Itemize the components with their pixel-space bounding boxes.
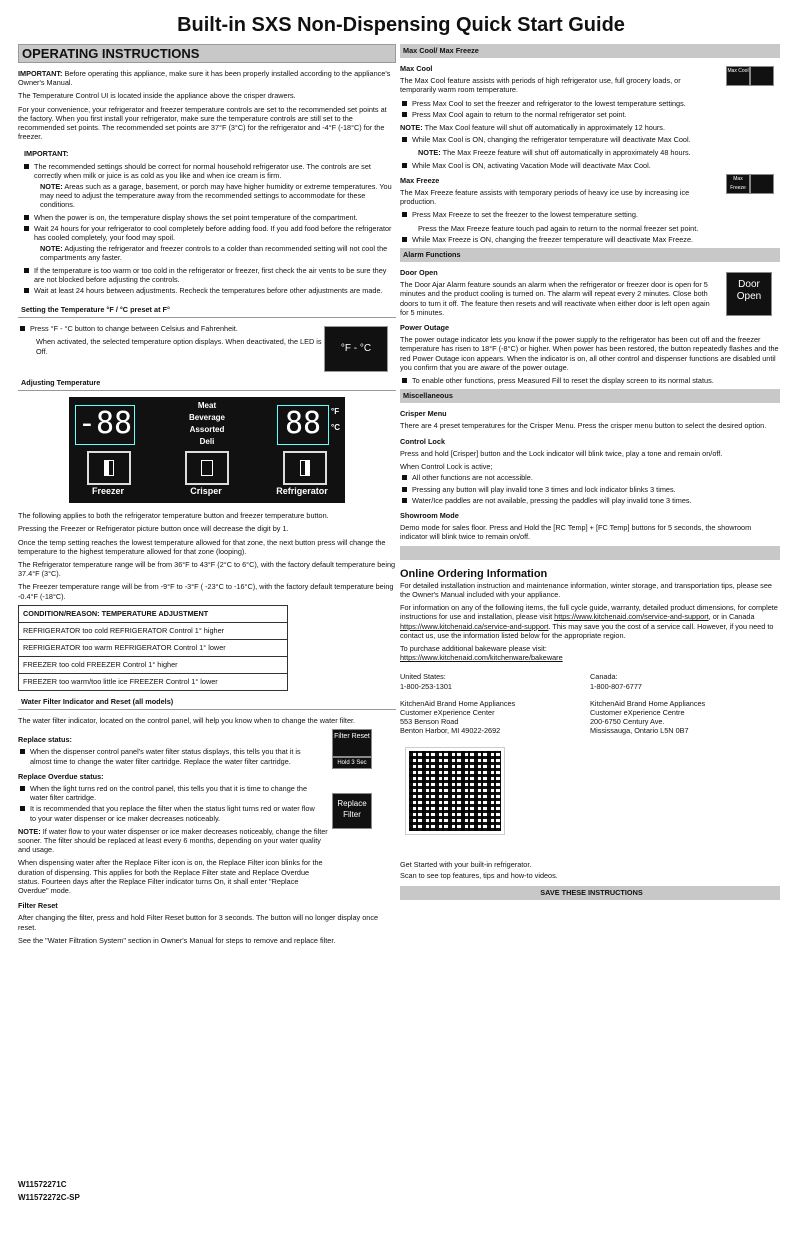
crisper-button[interactable] [185, 451, 229, 485]
list-item: Water/Ice paddles are not available, pressing the paddles will play invalid tone 3 times. [400, 496, 780, 505]
kitchenaid-ca-link[interactable]: https://www.kitchenaid.ca/service-and-support [400, 621, 549, 631]
freezer-display: -88 [75, 405, 135, 445]
refrigerator-label: Refrigerator [276, 486, 328, 497]
max-cool-button[interactable]: Max Cool [726, 66, 750, 86]
operating-instructions-header: OPERATING INSTRUCTIONS [18, 44, 396, 63]
max-freeze-button[interactable]: Max Freeze [726, 174, 750, 194]
table-row: FREEZER too cold FREEZER Control 1° higher [19, 656, 288, 673]
list-item: All other functions are not accessible. [400, 473, 780, 482]
list-item: Press Max Cool to set the freezer and refrigerator to the lowest temperature settings. [400, 99, 780, 108]
miscellaneous-header: Miscellaneous [400, 389, 780, 403]
page-title: Built-in SXS Non-Dispensing Quick Start Guide [177, 14, 625, 36]
us-contact: United States: 1-800-253-1301 KitchenAid Brand Home Appliances Customer eXperience Center 553 Benson Road Benton Harbor, MI 49022-2692 [400, 672, 516, 736]
right-column: Max Cool/ Max Freeze Max Cool The Max Cool feature assists with periods of high refrigerator use, full grocery loads, or temporarily warm room temperature. Max Cool Press Max Cool to set the freezer and refrigerator to the lowest temperature settings. Press Max Cool again to return to the normal refrigerator set point. NOTE: The Max Cool feature will shut off automatically in approximately 12 hours. While Max Cool is ON, changing the refrigerator temperature will deactivate Max Cool. NOTE: The Max Freeze feature will shut off automatically in approximately 48 hours. While Max Cool is ON, activating Vacation Mode will deactivate Max Cool. Max Freeze Max Freeze The Max Freeze feature assists with temporary periods of heavy ice use by increasing ice production. Press Max Freeze to set the freezer to the lowest temperature setting. Press the Max Freeze feature touch pad again to return to the normal freezer set point. While Max Freeze is ON, changing the freezer temperature will deactivate Max Freeze. Alarm Functions Door Open The Door Ajar Alarm feature sounds an alarm when the refrigerator or freezer door is open for 5 minutes and the product cooling is turned on. The alarm will repeat every 2 minutes. Close both doors to turn it off. The feature then resets and will reactivate when either door is left open again for 5 minutes. Door Open Power Outage The power outage indicator lets you know if the power supply to the refrigerator has been cut off and the freezer temperature has risen to 18°F (-8°C) or higher. When power has been restored, the button repeatedly flashes and the red Power Outage icon appears. When the indicator is on, all other control and dispenser functions are disabled until you confirm that you are aware of the power outage. To enable other functions, press Measured Fill to reset the display screen to its normal status. Miscellaneous Crisper Menu There are 4 preset temperatures for the Crisper Menu. Press the crisper menu button to select the desired option. Control Lock Press and hold [Crisper] button and the Lock indicator will blink twice, play a tone and remain on/off. When Control Lock is active; All other functions are not accessible. Pressing any button will play invalid tone 3 times and lock indicator blinks 3 times. Water/Ice paddles are not available, pressing the paddles will play invalid tone 3 times. Showroom Mode Demo mode for sales floor. Press and Hold the [RC Temp] + [FC Temp] buttons for 5 seconds, the showroom indicator will blink twice to remain on/off. Online Ordering Information For detailed installation instruction and maintenance information, winter storage, and transportation tips, please see the Owner's Manual included with your appliance. For information on any of the following items, the full cycle guide, warranty, detailed product dimensions, for complete instructions for use and installation, please visit https://www.kitchenaid.com/service-and-support, or in Canada https://www.kitchenaid.ca/service-and-support. This may save you the cost of a service call. However, if you need to contact us, use the information listed below for the appropriate region. To purchase additional bakeware please visit: https://www.kitchenaid.com/kitchenware/bakeware United States: 1-800-253-1301 KitchenAid Brand Home Appliances Customer eXperience Center 553 Benson Road Benton Harbor, MI 49022-2692 Canada: 1-800-807-6777 KitchenAid Brand Home Appliances Customer eXperience Centre 200-6750 Century Ave. Mississauga, Ontario L5N 0B7 Get Started with your built-in refrigerator. Scan to see top features, tips and how-to videos. SAVE THESE INSTRUCTIONS [400, 44, 780, 906]
list-item: When the dispenser control panel's water filter status displays, this tells you that it is almost time to change the water filter cartridge. Replace the water filter cartridge. [18, 747, 318, 765]
max-freeze-button-small[interactable] [750, 66, 774, 86]
online-ordering-title: Online Ordering Information [400, 567, 548, 580]
max-cool-button-small[interactable] [750, 174, 774, 194]
list-item: While Max Freeze is ON, changing the freezer temperature will deactivate Max Freeze. [400, 235, 712, 244]
mode-beverage: Beverage [188, 413, 226, 423]
freezer-label: Freezer [91, 486, 125, 497]
refrigerator-button[interactable] [283, 451, 327, 485]
table-header: CONDITION/REASON: TEMPERATURE ADJUSTMENT [19, 605, 288, 622]
door-open-indicator: Door Open [726, 272, 772, 316]
adjustment-table [18, 605, 288, 691]
list-item: When the power is on, the temperature display shows the set point temperature of the compartment. [22, 213, 396, 222]
list-item: When the light turns red on the control panel, this tells you that it is time to change the water filter cartridge. [18, 784, 318, 802]
water-filter-header: Water Filter Indicator and Reset (all models) [18, 695, 396, 710]
alarm-functions-header: Alarm Functions [400, 248, 780, 262]
important-text: Before operating this appliance, make sure it has been properly installed according to the appliance's Owner's Manual. [18, 69, 391, 88]
list-item: While Max Cool is ON, activating Vacation Mode will deactivate Max Cool. [400, 161, 780, 170]
list-item: Wait 24 hours for your refrigerator to cool completely before adding food. If you add food before the refrigerator has cooled completely, your food may spoil. [22, 224, 396, 242]
contact-addresses [400, 672, 780, 735]
setpoints-text: For your convenience, your refrigerator and freezer temperature controls are set to the recommended set points at the factory. When you first install your refrigerator, make sure the temperature controls are still set to the recommended set points. The recommended set points are 37°F (3°C) for the refrigerator and -4°F (-18°C) for the freezer. [18, 104, 387, 142]
ui-location-text: The Temperature Control UI is located inside the appliance above the crisper drawers. [18, 91, 296, 101]
setting-note: When activated, the selected temperature option displays. When deactivated, the LED is Off. [36, 337, 322, 356]
bakeware-link[interactable]: https://www.kitchenaid.com/kitchenware/bakeware [400, 653, 563, 663]
setting-temperature-header: Setting the Temperature °F / °C preset at F° [18, 303, 396, 318]
max-cool-freeze-header: Max Cool/ Max Freeze [400, 44, 780, 58]
mode-deli: Deli [199, 437, 215, 447]
refrigerator-display: 88 [277, 405, 329, 445]
save-instructions-bar: SAVE THESE INSTRUCTIONS [400, 886, 780, 900]
kitchenaid-us-link[interactable]: https://www.kitchenaid.com/service-and-support [554, 612, 709, 622]
crisper-label: Crisper [190, 486, 222, 497]
table-row: FREEZER too warm/too little ice FREEZER Control 1° lower [19, 673, 288, 690]
fahrenheit-celsius-button[interactable]: °F - °C [324, 326, 388, 372]
list-item: Press Max Freeze to set the freezer to the lowest temperature setting. [400, 210, 780, 219]
part-number-2: W11572272C-SP [18, 1193, 80, 1202]
list-item: Press Max Cool again to return to the normal refrigerator set point. [400, 110, 780, 119]
empty-bar [400, 546, 780, 560]
important-list: The recommended settings should be correct for normal household refrigerator use. The controls are set correctly when milk or juice is as cold as you like and when ice cream is firm. NOTE: Areas such as a garage, basement, or porch may have higher humidity or extreme temperatures. You may need to adjust the temperature away from the recommended settings to accommodate for these conditions. When the power is on, the temperature display shows the set point temperature of the compartment. Wait 24 hours for your refrigerator to cool completely before adding food. If you add food before the refrigerator has cooled completely, your food may spoil. NOTE: Adjusting the refrigerator and freezer controls to a colder than recommended setting will not cool the compartments any faster. If the temperature is too warm or too cold in the refrigerator or freezer, first check the air vents to be sure they are not blocked before adjusting the controls. Wait at least 24 hours between adjustments. Recheck the temperatures before other adjustments are made. [22, 162, 396, 296]
list-item: While Max Cool is ON, changing the refrigerator temperature will deactivate Max Cool. [400, 135, 780, 144]
list-item: Wait at least 24 hours between adjustments. Recheck the temperatures before other adjustments are made. [22, 286, 396, 295]
qr-code[interactable] [406, 748, 504, 834]
unit-c: °C [331, 423, 340, 433]
table-row: REFRIGERATOR too cold REFRIGERATOR Control 1° higher [19, 622, 288, 639]
hold-3-sec-label: Hold 3 Sec [332, 757, 372, 769]
freezer-button[interactable] [87, 451, 131, 485]
table-row: REFRIGERATOR too warm REFRIGERATOR Control 1° lower [19, 639, 288, 656]
unit-f: °F [331, 407, 340, 417]
important-label: IMPORTANT: [24, 149, 69, 159]
list-item: Pressing any button will play invalid tone 3 times and lock indicator blinks 3 times. [400, 485, 780, 494]
list-item: Press °F - °C button to change between Celsius and Fahrenheit. [18, 324, 318, 333]
canada-contact: Canada: 1-800-807-6777 KitchenAid Brand Home Appliances Customer eXperience Centre 200-6750 Century Ave. Mississauga, Ontario L5N 0B7 [590, 672, 706, 736]
list-item: It is recommended that you replace the filter when the status light turns red or water flow to your water dispenser or ice maker decreases noticeably. [18, 804, 318, 822]
adjusting-temperature-header: Adjusting Temperature [18, 376, 396, 391]
replace-filter-button[interactable]: Replace Filter [332, 793, 372, 829]
list-item: The recommended settings should be correct for normal household refrigerator use. The controls are set correctly when milk or juice is as cold as you like and when ice cream is firm. [22, 162, 396, 180]
mode-meat: Meat [197, 401, 217, 411]
control-panel-image [69, 397, 345, 503]
left-column: OPERATING INSTRUCTIONS IMPORTANT: Before operating this appliance, make sure it has been properly installed according to the appliance's Owner's Manual. The Temperature Control UI is located inside the appliance above the crisper drawers. For your convenience, your refrigerator and freezer temperature controls are set to the recommended set points at the factory. When you first install your refrigerator, make sure the temperature controls are still set to the recommended set points. The recommended set points are 37°F (3°C) for the refrigerator and -4°F (-18°C) for the freezer. IMPORTANT: The recommended settings should be correct for normal household refrigerator use. The controls are set correctly when milk or juice is as cold as you like and when ice cream is firm. NOTE: Areas such as a garage, basement, or porch may have higher humidity or extreme temperatures. You may need to adjust the temperature away from the recommended settings to accommodate for these conditions. When the power is on, the temperature display shows the set point temperature of the compartment. Wait 24 hours for your refrigerator to cool completely before adding food. If you add food before the refrigerator has cooled completely, your food may spoil. NOTE: Adjusting the refrigerator and freezer controls to a colder than recommended setting will not cool the compartments any faster. If the temperature is too warm or too cold in the refrigerator or freezer, first check the air vents to be sure they are not blocked before adjusting the controls. Wait at least 24 hours between adjustments. Recheck the temperatures before other adjustments are made. Setting the Temperature °F / °C preset at F° Press °F - °C button to change between Celsius and Fahrenheit. When activated, the selected temperature option displays. When deactivated, the LED is Off. °F - °C Adjusting Temperature -88 88 °F °C Meat Beverage Assorted Deli Freezer Crisper Refrigerator The following applies to both the refrigerator temperature button and freezer temperature button. Pressing the Freezer or Refrigerator picture button once will decrease the digit by 1. Once the temp setting reaches the lowest temperature allowed for that zone, the next button press will change the temperature to the highest temperature allowed for that zone (looping). The Refrigerator temperature range will be from 36°F to 43°F (2°C to 6°C), with the factory default temperature being 37.4°F (3°C). The Freezer temperature range will be from -9°F to -3°F ( -23°C to -16°C), with the factory default temperature being -0.4°F (-18°C). CONDITION/REASON: TEMPERATURE ADJUSTMENT REFRIGERATOR too cold REFRIGERATOR Control 1° higher REFRIGERATOR too warm REFRIGERATOR Control 1° lower FREEZER too cold FREEZER Control 1° higher FREEZER too warm/too little ice FREEZER Control 1° lower Water Filter Indicator and Reset (all models) The water filter indicator, located on the control panel, will help you know when to change the water filter. Replace status: When the dispenser control panel's water filter status displays, this tells you that it is almost time to change the water filter cartridge. Replace the water filter cartridge. Filter Reset Hold 3 Sec Replace Overdue status: When the light turns red on the control panel, this tells you that it is time to change the water filter cartridge. It is recommended that you replace the filter when the status light turns red or water flow to your water dispenser or ice maker decreases noticeably. Replace Filter NOTE: If water flow to your water dispenser or ice maker decreases noticeably, change the filter sooner. The filter should be replaced at least every 6 months, depending on your water quality and usage. When dispensing water after the Replace Filter icon is on, the Replace Filter icon blinks for the duration of dispensing. This applies for both the Replace Filter state and Replace Overdue status. Fourteen days after the Replace Filter indicator turns On, it shall enter "Replace Overdue" mode. Filter Reset After changing the filter, press and hold Filter Reset button for 3 seconds. The button will no longer display once reset. See the "Water Filtration System" section in Owner's Manual for steps to remove and replace filter. [18, 46, 396, 945]
mode-assorted: Assorted [189, 425, 225, 435]
list-item: To enable other functions, press Measured Fill to reset the display screen to its normal status. [400, 376, 780, 385]
filter-reset-button[interactable]: Filter Reset [332, 729, 372, 757]
part-number-1: W11572271C [18, 1180, 67, 1189]
list-item: If the temperature is too warm or too cold in the refrigerator or freezer, first check the air vents to be sure they are not blocked before adjusting the controls. [22, 266, 396, 284]
